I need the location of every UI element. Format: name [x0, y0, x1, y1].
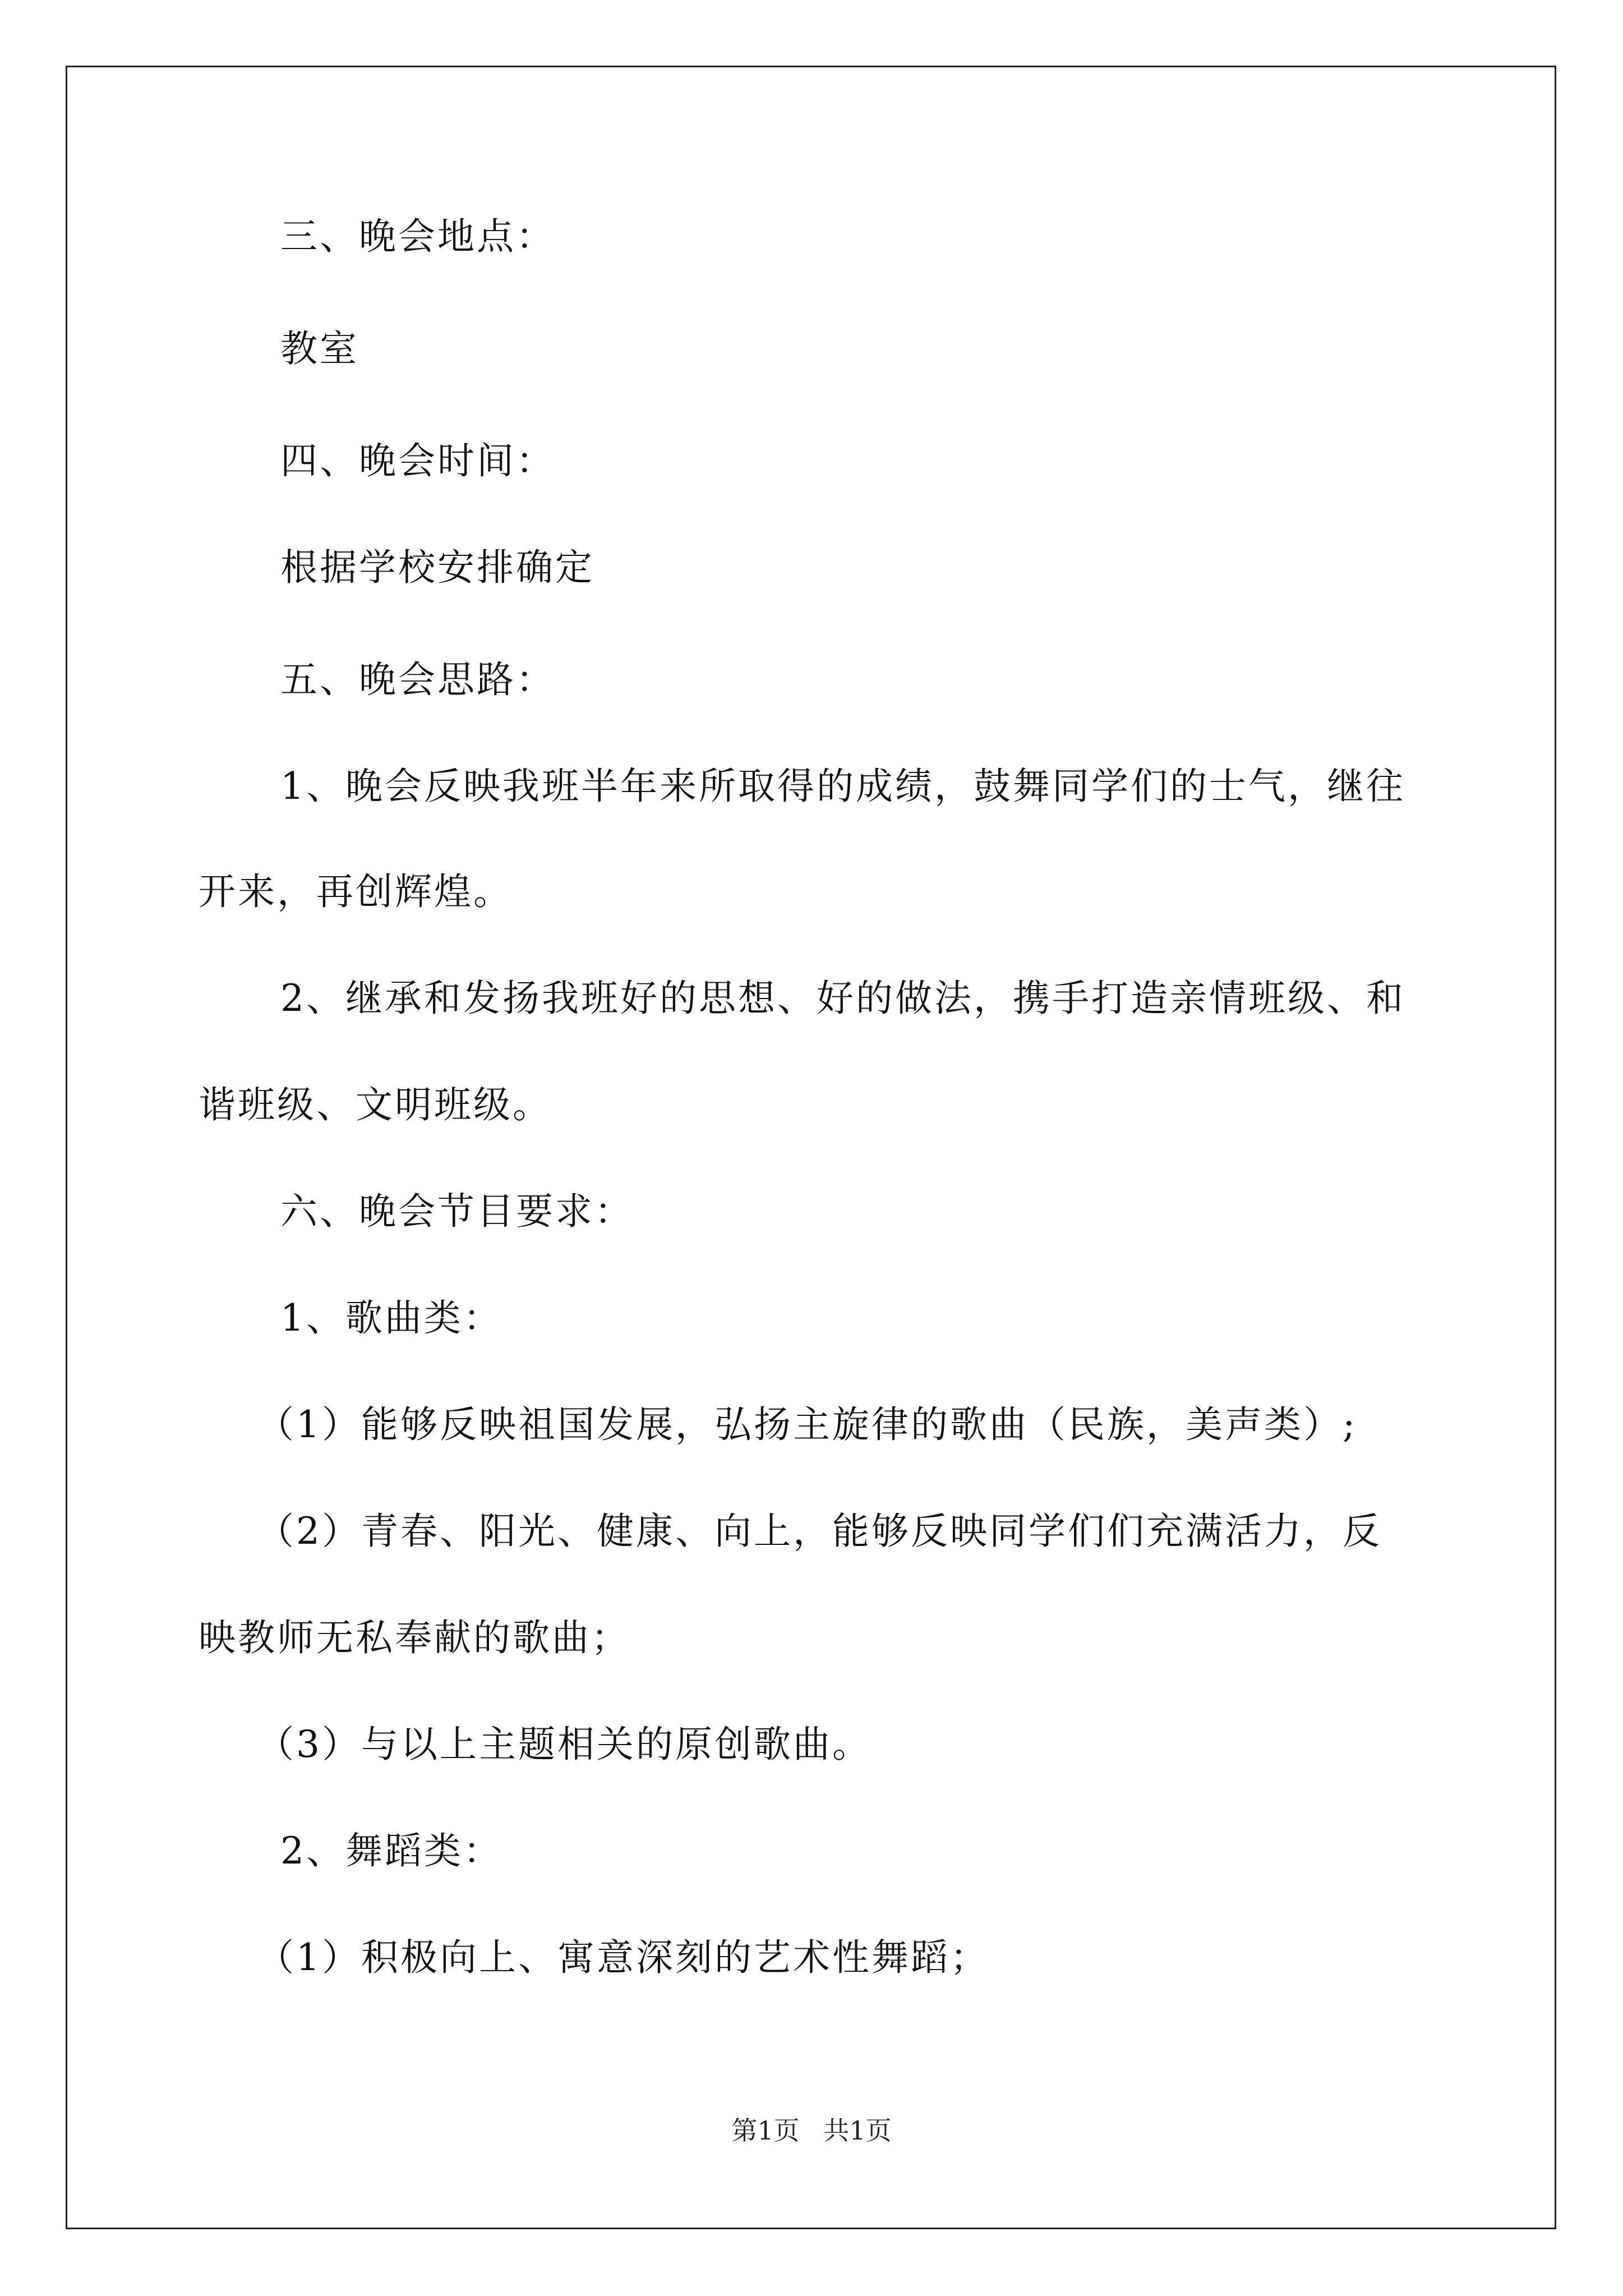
text-time: 根据学校安排确定 — [280, 546, 594, 589]
heading-concept: 五、晚会思路： — [280, 658, 555, 701]
paragraph-line: 映教师无私奉献的歌曲； — [199, 1616, 630, 1659]
page-border — [66, 66, 1556, 2229]
page-footer — [0, 2115, 1623, 2146]
page-total: 共1页 — [823, 2115, 892, 2146]
subheading-dance: 2、舞蹈类： — [280, 1829, 502, 1872]
list-item: （3）与以上主题相关的原创歌曲。 — [257, 1723, 872, 1766]
heading-venue: 三、晚会地点： — [280, 215, 555, 258]
list-item: （1）能够反映祖国发展，弘扬主旋律的歌曲（民族，美声类）; — [257, 1403, 1358, 1446]
heading-time: 四、晚会时间： — [280, 439, 555, 482]
paragraph-line: 1、晚会反映我班半年来所取得的成绩，鼓舞同学们的士气，继往 — [280, 765, 1405, 808]
text-venue: 教室 — [280, 327, 359, 370]
paragraph-line: 谐班级、文明班级。 — [199, 1083, 552, 1126]
page-number: 第1页 — [731, 2115, 800, 2146]
list-item: （1）积极向上、寓意深刻的艺术性舞蹈； — [257, 1936, 989, 1979]
paragraph-line: 2、继承和发扬我班好的思想、好的做法，携手打造亲情班级、和 — [280, 977, 1405, 1020]
subheading-songs: 1、歌曲类： — [280, 1296, 502, 1340]
list-item: （2）青春、阳光、健康、向上，能够反映同学们们充满活力，反 — [257, 1510, 1382, 1553]
heading-program-requirements: 六、晚会节目要求： — [280, 1190, 634, 1233]
paragraph-line: 开来，再创辉煌。 — [199, 870, 513, 913]
